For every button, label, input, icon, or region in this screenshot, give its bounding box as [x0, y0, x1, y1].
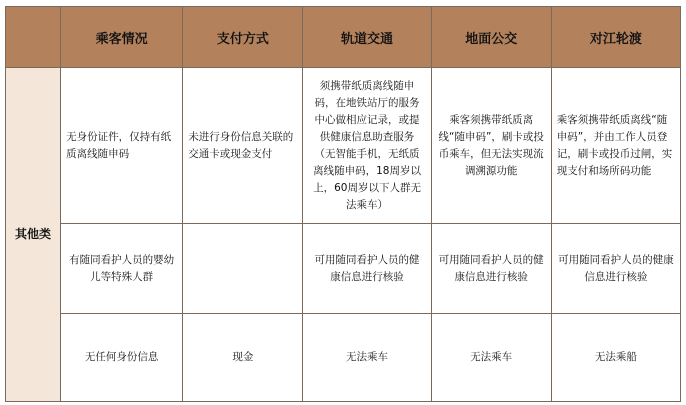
- table-cell: 无法乘车: [303, 314, 431, 402]
- header-ground-bus: 地面公交: [431, 7, 551, 68]
- table-cell: 可用随同看护人员的健康信息进行核验: [551, 224, 680, 314]
- policy-table: [5, 6, 681, 402]
- table-cell: 无任何身份信息: [61, 314, 183, 402]
- table-cell: 须携带纸质离线随申码，在地铁站厅的服务中心做相应记录，或提供健康信息助查服务（无智能手机，无纸质离线随申码，18周岁以上，60周岁以下人群无法乘车）: [303, 68, 431, 224]
- table-cell: 现金: [183, 314, 303, 402]
- row-group-label: 其他类: [6, 68, 61, 402]
- header-corner: [6, 7, 61, 68]
- table-cell: 无法乘车: [431, 314, 551, 402]
- header-payment-method: 支付方式: [183, 7, 303, 68]
- header-rail-transit: 轨道交通: [303, 7, 431, 68]
- table-cell: [183, 224, 303, 314]
- table-cell: 乘客须携带纸质离线“随申码”，刷卡或投币乘车，但无法实现流调溯源功能: [431, 68, 551, 224]
- table-cell: 未进行身份信息关联的交通卡或现金支付: [183, 68, 303, 224]
- header-passenger-situation: 乘客情况: [61, 7, 183, 68]
- table-cell: 有随同看护人员的婴幼儿等特殊人群: [61, 224, 183, 314]
- table-cell: 乘客须携带纸质离线“随申码”，并由工作人员登记，刷卡或投币过闸，实现支付和场所码功能: [551, 68, 680, 224]
- header-river-ferry: 对江轮渡: [551, 7, 680, 68]
- table-cell: 无法乘船: [551, 314, 680, 402]
- table-row: [6, 224, 681, 314]
- table-cell: 可用随同看护人员的健康信息进行核验: [303, 224, 431, 314]
- table-header-row: [6, 7, 681, 68]
- table-row: [6, 314, 681, 402]
- table-cell: 可用随同看护人员的健康信息进行核验: [431, 224, 551, 314]
- table-row: [6, 68, 681, 224]
- table-cell: 无身份证件，仅持有纸质离线随申码: [61, 68, 183, 224]
